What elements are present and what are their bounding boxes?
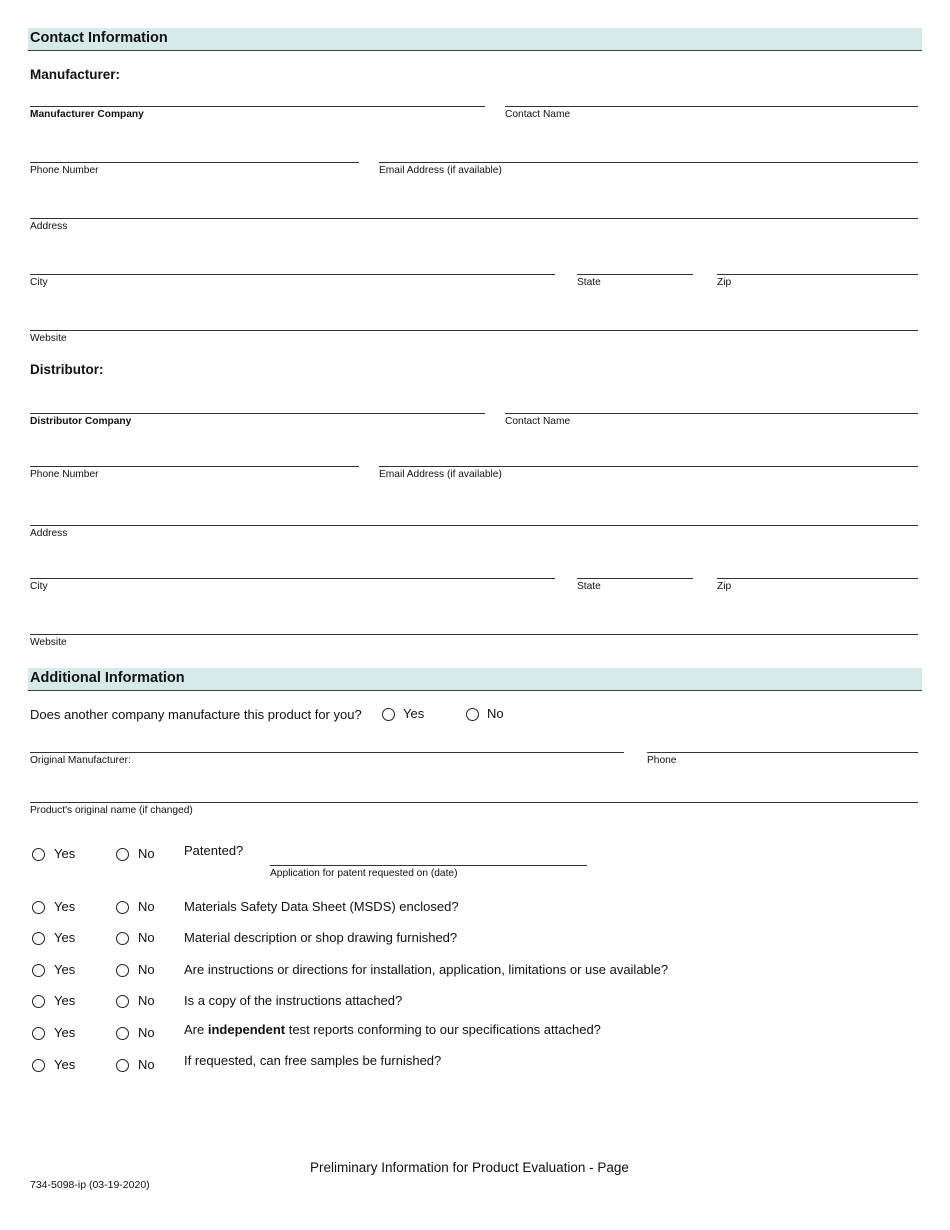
description-no-radio[interactable] [116,932,129,945]
distributor-zip-input[interactable] [717,578,918,579]
msds-no-label: No [138,899,155,914]
distributor-city-input[interactable] [30,578,555,579]
patented-yes-radio[interactable] [32,848,45,861]
distributor-phone-label: Phone Number [30,469,99,480]
manufacturer-city-label: City [30,277,48,288]
original-manufacturer-phone-label: Phone [647,755,677,766]
other-manufacturer-yes-radio[interactable] [382,708,395,721]
manufacturer-state-input[interactable] [577,274,693,275]
footer-title: Preliminary Information for Product Evaluation - Page [310,1160,629,1175]
distributor-address-input[interactable] [30,525,918,526]
other-manufacturer-no-radio[interactable] [466,708,479,721]
other-manufacturer-question: Does another company manufacture this product for you? [30,707,362,722]
patented-no-label: No [138,846,155,861]
manufacturer-city-input[interactable] [30,274,555,275]
instructions-attached-yes-radio[interactable] [32,995,45,1008]
distributor-city-label: City [30,581,48,592]
instructions-available-no-label: No [138,962,155,977]
contact-information-header [28,28,922,51]
patent-application-date-label: Application for patent requested on (date) [270,868,458,879]
free-samples-no-radio[interactable] [116,1059,129,1072]
instructions-available-question: Are instructions or directions for installation, application, limitations or use available? [184,962,669,977]
manufacturer-zip-input[interactable] [717,274,918,275]
manufacturer-phone-label: Phone Number [30,165,99,176]
other-manufacturer-no-label: No [487,706,504,721]
distributor-company-input[interactable] [30,413,485,414]
description-no-label: No [138,930,155,945]
free-samples-no-label: No [138,1057,155,1072]
additional-information-header [28,668,922,691]
distributor-contact-name-input[interactable] [505,413,918,414]
free-samples-yes-label: Yes [54,1057,76,1072]
distributor-heading: Distributor: [30,362,104,377]
msds-question: Materials Safety Data Sheet (MSDS) enclosed? [184,899,459,914]
additional-information-title: Additional Information [30,670,185,686]
manufacturer-zip-label: Zip [717,277,732,288]
test-reports-question-pre: Are [184,1022,208,1037]
msds-yes-label: Yes [54,899,76,914]
test-reports-yes-radio[interactable] [32,1027,45,1040]
patented-yes-label: Yes [54,846,76,861]
patent-application-date-input[interactable] [270,865,587,866]
manufacturer-email-input[interactable] [379,162,918,163]
msds-no-radio[interactable] [116,901,129,914]
free-samples-yes-radio[interactable] [32,1059,45,1072]
manufacturer-contact-name-label: Contact Name [505,109,571,120]
free-samples-question: If requested, can free samples be furnished? [184,1053,442,1068]
distributor-email-label: Email Address (if available) [379,469,502,480]
description-yes-radio[interactable] [32,932,45,945]
original-manufacturer-label: Original Manufacturer: [30,755,131,766]
manufacturer-email-label: Email Address (if available) [379,165,502,176]
distributor-website-input[interactable] [30,634,918,635]
original-name-label: Product's original name (if changed) [30,805,193,816]
instructions-attached-question: Is a copy of the instructions attached? [184,993,403,1008]
instructions-attached-yes-label: Yes [54,993,76,1008]
original-manufacturer-phone-input[interactable] [647,752,918,753]
distributor-state-input[interactable] [577,578,693,579]
original-manufacturer-input[interactable] [30,752,624,753]
distributor-email-input[interactable] [379,466,918,467]
original-name-input[interactable] [30,802,918,803]
test-reports-yes-label: Yes [54,1025,76,1040]
manufacturer-company-input[interactable] [30,106,485,107]
distributor-company-label: Distributor Company [30,416,132,427]
instructions-attached-no-label: No [138,993,155,1008]
instructions-attached-no-radio[interactable] [116,995,129,1008]
test-reports-question [184,1022,601,1037]
manufacturer-contact-name-input[interactable] [505,106,918,107]
manufacturer-state-label: State [577,277,601,288]
msds-yes-radio[interactable] [32,901,45,914]
test-reports-question-bold: independent [207,1022,286,1037]
manufacturer-company-label: Manufacturer Company [30,109,144,120]
description-question: Material description or shop drawing furnished? [184,930,458,945]
contact-information-title: Contact Information [30,30,168,46]
distributor-website-label: Website [30,637,67,648]
distributor-zip-label: Zip [717,581,732,592]
instructions-available-no-radio[interactable] [116,964,129,977]
manufacturer-heading: Manufacturer: [30,67,121,82]
patented-no-radio[interactable] [116,848,129,861]
instructions-available-yes-label: Yes [54,962,76,977]
test-reports-no-radio[interactable] [116,1027,129,1040]
distributor-address-label: Address [30,528,68,539]
test-reports-question-post: test reports conforming to our specifications attached? [285,1022,601,1037]
manufacturer-address-input[interactable] [30,218,918,219]
patented-question: Patented? [184,843,244,858]
manufacturer-address-label: Address [30,221,68,232]
form-number: 734-5098-ip (03-19-2020) [30,1179,150,1191]
description-yes-label: Yes [54,930,76,945]
manufacturer-phone-input[interactable] [30,162,359,163]
instructions-available-yes-radio[interactable] [32,964,45,977]
distributor-phone-input[interactable] [30,466,359,467]
test-reports-no-label: No [138,1025,155,1040]
distributor-contact-name-label: Contact Name [505,416,571,427]
other-manufacturer-yes-label: Yes [403,706,425,721]
manufacturer-website-label: Website [30,333,67,344]
manufacturer-website-input[interactable] [30,330,918,331]
distributor-state-label: State [577,581,601,592]
